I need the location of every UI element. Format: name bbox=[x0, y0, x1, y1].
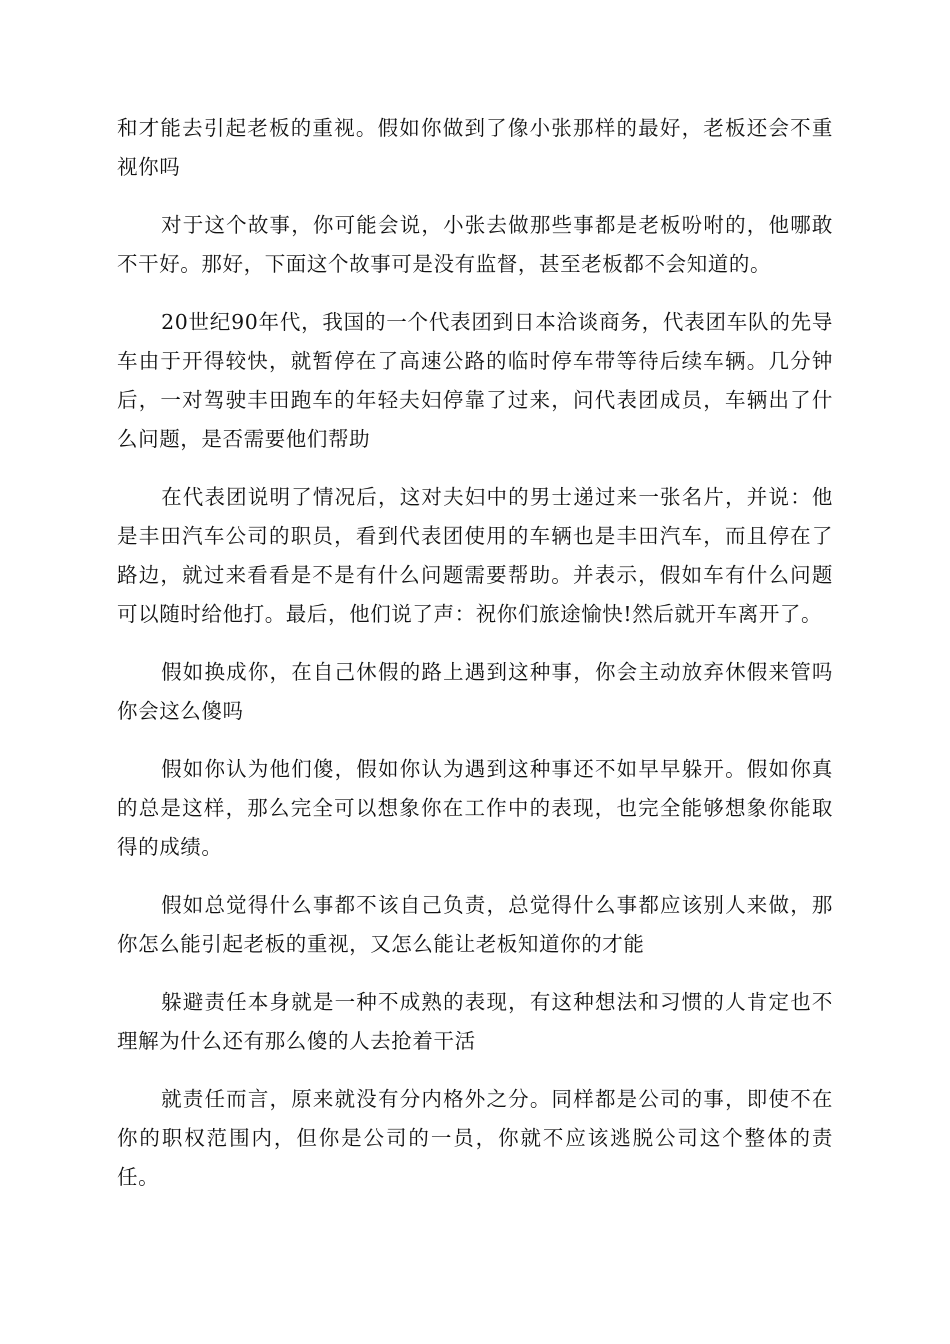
paragraph-8: 躲避责任本身就是一种不成熟的表现，有这种想法和习惯的人肯定也不理解为什么还有那么傻的人去抢着干活 bbox=[117, 990, 833, 1053]
paragraph-1: 和才能去引起老板的重视。假如你做到了像小张那样的最好，老板还会不重视你吗 bbox=[117, 116, 833, 179]
paragraph-4: 在代表团说明了情况后，这对夫妇中的男士递过来一张名片，并说：他是丰田汽车公司的职员，看到代表团使用的车辆也是丰田汽车，而且停在了路边，就过来看看是不是有什么问题需要帮助。并表示，假如车有什么问题可以随时给他打。最后，他们说了声：祝你们旅途愉快!然后就开车离开了。 bbox=[117, 485, 833, 626]
document-body bbox=[117, 109, 833, 1216]
paragraph-3: 20世纪90年代，我国的一个代表团到日本洽谈商务，代表团车队的先导车由于开得较快，就暂停在了高速公路的临时停车带等待后续车辆。几分钟后，一对驾驶丰田跑车的年轻夫妇停靠了过来，问代表团成员，车辆出了什么问题，是否需要他们帮助 bbox=[117, 310, 833, 451]
paragraph-9: 就责任而言，原来就没有分内格外之分。同样都是公司的事，即使不在你的职权范围内，但你是公司的一员，你就不应该逃脱公司这个整体的责任。 bbox=[117, 1087, 833, 1189]
paragraph-6: 假如你认为他们傻，假如你认为遇到这种事还不如早早躲开。假如你真的总是这样，那么完全可以想象你在工作中的表现，也完全能够想象你能取得的成绩。 bbox=[117, 757, 833, 859]
paragraph-7: 假如总觉得什么事都不该自己负责，总觉得什么事都应该别人来做，那你怎么能引起老板的重视，又怎么能让老板知道你的才能 bbox=[117, 893, 833, 956]
paragraph-2: 对于这个故事，你可能会说，小张去做那些事都是老板吩咐的，他哪敢不干好。那好，下面这个故事可是没有监督，甚至老板都不会知道的。 bbox=[117, 213, 833, 276]
paragraph-5: 假如换成你，在自己休假的路上遇到这种事，你会主动放弃休假来管吗你会这么傻吗 bbox=[117, 660, 833, 723]
